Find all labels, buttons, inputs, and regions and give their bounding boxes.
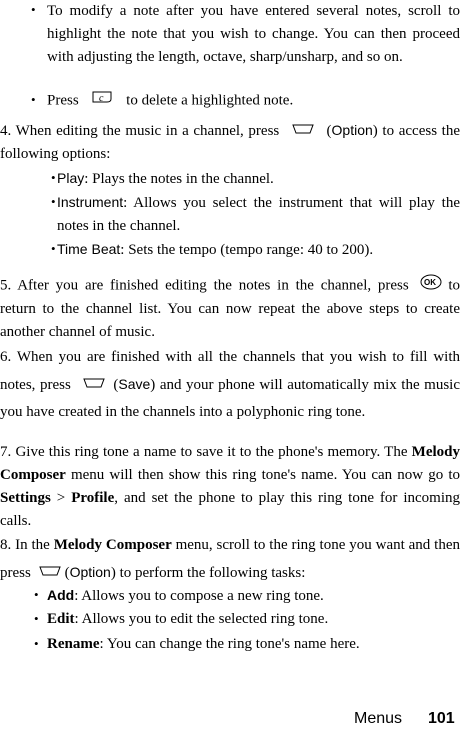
option-time-beat bbox=[57, 238, 460, 262]
step-8-text-a: In the bbox=[15, 537, 50, 553]
step-6: 6. When you are finished with all the channels that you wish to fill with notes, press (Save) and your phone will automatically mix the music you have created in the channels into a polyphonic ring tone. bbox=[0, 349, 460, 421]
step-7-text-a: Give this ring tone a name to save it to the phone's memory. The bbox=[15, 444, 408, 460]
bullet-text-delete-note bbox=[47, 89, 460, 113]
step-number: 5. bbox=[0, 277, 12, 294]
step-7-text-b: menu will then show this ring tone's name. bbox=[70, 467, 338, 483]
bullet: • bbox=[31, 2, 36, 17]
option-term: Instrument bbox=[57, 194, 124, 210]
step-5-text-a: After you are finished editing the notes in the channel, press bbox=[17, 277, 409, 294]
menu-separator: > bbox=[56, 490, 66, 506]
bullet: • bbox=[51, 170, 56, 185]
menu-name: Melody Composer bbox=[53, 537, 172, 553]
menu-profile: Profile bbox=[71, 490, 115, 506]
menu-settings: Settings bbox=[0, 490, 51, 506]
option-desc: : Allows you select the instrument that will play the notes in the channel. bbox=[57, 195, 460, 234]
task-add bbox=[47, 584, 460, 608]
step-7-text-d: , and set the phone to play this ring tone for incoming calls. bbox=[0, 490, 460, 529]
step-5 bbox=[0, 274, 460, 344]
task-desc: : You can change the ring tone's name here. bbox=[99, 636, 360, 652]
paren-close: ) bbox=[372, 123, 378, 139]
clear-key-icon bbox=[90, 89, 114, 113]
step-7-text-c: You can now go to bbox=[341, 467, 460, 483]
step-8: 8. In the Melody Composer menu, scroll to the ring tone you want and then press (Option) to perform the following tasks: bbox=[0, 532, 460, 587]
option-desc: : Plays the notes in the channel. bbox=[84, 171, 274, 187]
option-key-label: Option bbox=[69, 564, 111, 580]
option-play bbox=[57, 167, 460, 191]
option-desc: : Sets the tempo (tempo range: 40 to 200). bbox=[120, 242, 374, 258]
task-rename bbox=[47, 633, 460, 656]
step-number: 7. bbox=[0, 444, 12, 460]
step-7 bbox=[0, 441, 460, 533]
delete-note-text: to delete a highlighted note. bbox=[126, 92, 294, 109]
step-6-text-a: When you are finished with all the channels that you wish to fill with notes, press bbox=[0, 349, 460, 393]
step-number: 4. bbox=[0, 123, 12, 139]
step-number: 6. bbox=[0, 349, 12, 365]
option-instrument bbox=[57, 191, 460, 238]
bullet: • bbox=[31, 92, 36, 107]
press-label: Press bbox=[47, 92, 79, 109]
footer-section-label: Menus bbox=[354, 710, 403, 727]
menu-name: Melody Composer bbox=[0, 444, 460, 483]
option-term: Time Beat bbox=[57, 241, 121, 257]
task-term: Add bbox=[47, 587, 75, 603]
step-4-text-pre: When editing the music in a channel, press bbox=[15, 123, 280, 139]
step-5-text-b: to return to the channel list. You can now repeat the above steps to create another channel of music. bbox=[0, 277, 460, 340]
option-term: Play bbox=[57, 170, 85, 186]
task-desc: : Allows you to compose a new ring tone. bbox=[74, 588, 324, 604]
step-8-text-c: and then press bbox=[0, 537, 460, 581]
svg-text:OK: OK bbox=[423, 278, 436, 287]
task-desc: : Allows you to edit the selected ring tone. bbox=[74, 611, 329, 627]
step-number: 8. bbox=[0, 537, 12, 553]
bullet: • bbox=[51, 194, 56, 209]
step-6-text-b: and your phone will automatically mix the music you have created in the channels into a polyphonic ring tone. bbox=[0, 377, 460, 421]
bullet: • bbox=[34, 587, 39, 602]
paren-open: ( bbox=[326, 123, 332, 139]
bullet: • bbox=[51, 241, 56, 256]
option-key-label: Option bbox=[331, 122, 373, 138]
save-key-label: Save bbox=[118, 376, 151, 392]
softkey-icon bbox=[292, 120, 314, 143]
page-number: 101 bbox=[428, 710, 455, 727]
bullet: • bbox=[34, 636, 39, 651]
bullet: • bbox=[34, 611, 39, 626]
step-4-text-post: to access the following options: bbox=[0, 123, 460, 163]
task-term: Rename bbox=[47, 636, 100, 652]
ok-key-icon bbox=[420, 274, 442, 298]
softkey-icon bbox=[39, 560, 61, 587]
task-term: Edit bbox=[47, 611, 75, 627]
step-8-text-b: menu, scroll to the ring tone you want bbox=[175, 537, 405, 553]
svg-text:c: c bbox=[99, 93, 104, 104]
step-8-text-d: ) to perform the following tasks: bbox=[110, 565, 306, 581]
bullet-text-modify-note: To modify a note after you have entered several notes, scroll to highlight the note that you wish to change. You can then proceed with adjusting the length, octave, sharp/unsharp, and so on. bbox=[47, 3, 460, 65]
softkey-icon bbox=[83, 372, 105, 399]
task-edit bbox=[47, 608, 460, 631]
step-4 bbox=[0, 119, 460, 166]
